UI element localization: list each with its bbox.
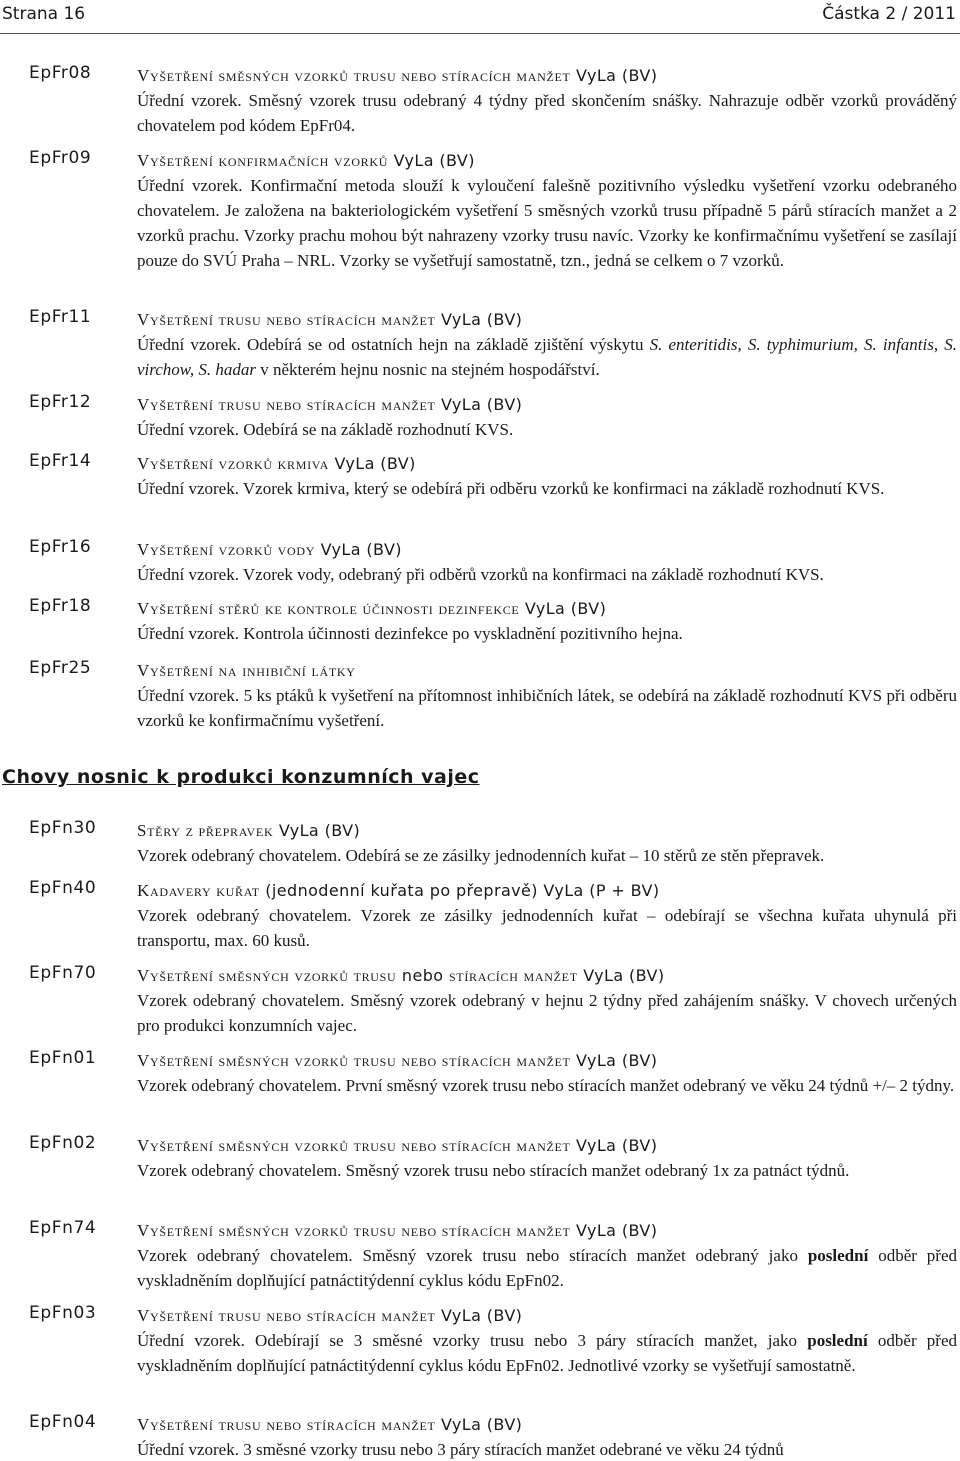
entry-code: EpFn03 (29, 1303, 97, 1323)
entry-code: EpFr16 (29, 537, 92, 557)
entry-heading: Vyšetření vzorků vody VyLa (BV) (137, 540, 402, 559)
entry-heading: Vyšetření směsných vzorků trusu nebo stíracích manžet VyLa (BV) (137, 966, 665, 985)
entry-code: EpFr18 (29, 596, 92, 616)
entry-description: Úřední vzorek. Odebírá se od ostatních hejn na základě zjištění výskytu S. enteritidis, S. typhimurium, S. infantis, S. virchow, S. hadar v některém hejnu nosnic na stejném hospodářství. (137, 335, 957, 379)
journal-part: Částka 2 / 2011 (822, 4, 956, 24)
entry-description: Úřední vzorek. 3 směsné vzorky trusu nebo 3 páry stíracích manžet odebrané ve věku 24 týdnů (137, 1440, 784, 1459)
entry-code: EpFr09 (29, 148, 92, 168)
entry-heading: Vyšetření trusu nebo stíracích manžet VyLa (BV) (137, 310, 523, 329)
entry-heading: Vyšetření trusu nebo stíracích manžet VyLa (BV) (137, 1415, 523, 1434)
entry-code: EpFn74 (29, 1218, 97, 1238)
entry-description: Úřední vzorek. Směsný vzorek trusu odebraný 4 týdny před skončením snášky. Nahrazuje odběr vzorků prováděný chovatelem pod kódem EpFr04. (137, 91, 957, 135)
entry-heading: Vyšetření konfirmačních vzorků VyLa (BV) (137, 151, 475, 170)
entry-description: Úřední vzorek. Vzorek vody, odebraný při odběrů vzorků na konfirmaci na základě rozhodnutí KVS. (137, 565, 824, 584)
entry-code: EpFr12 (29, 392, 92, 412)
entry-description: Úřední vzorek. 5 ks ptáků k vyšetření na přítomnost inhibičních látek, se odebírá na základě rozhodnutí KVS při odběru vzorků ke konfirmačnímu vyšetření. (137, 686, 957, 730)
entry-code: EpFn02 (29, 1133, 97, 1153)
entry-description: Úřední vzorek. Odebírá se na základě rozhodnutí KVS. (137, 420, 514, 439)
entry-code: EpFr08 (29, 63, 92, 83)
page-header (0, 0, 960, 34)
entry-code: EpFn40 (29, 878, 97, 898)
entry-description: Úřední vzorek. Odebírají se 3 směsné vzorky trusu nebo 3 páry stíracích manžet, jako poslední odběr před vyskladněním doplňující patnáctitýdenní cyklus kódu EpFn02. Jednotlivé vzorky se vyšetřují samostatně. (137, 1331, 957, 1375)
entry-heading: Vyšetření vzorků krmiva VyLa (BV) (137, 454, 416, 473)
header-rule (0, 33, 960, 34)
entry-heading: Vyšetření směsných vzorků trusu nebo stíracích manžet VyLa (BV) (137, 1221, 658, 1240)
entry-code: EpFn70 (29, 963, 97, 983)
entry-heading: Vyšetření trusu nebo stíracích manžet VyLa (BV) (137, 1306, 523, 1325)
entry-code: EpFr14 (29, 451, 92, 471)
entry-description: Úřední vzorek. Vzorek krmiva, který se odebírá při odběru vzorků ke konfirmaci na základě rozhodnutí KVS. (137, 479, 885, 498)
entry-heading: Stěry z přepravek VyLa (BV) (137, 821, 361, 840)
entry-code: EpFn04 (29, 1412, 97, 1432)
entry-description: Úřední vzorek. Konfirmační metoda slouží k vyloučení falešně pozitivního výsledku vyšetření vzorku odebraného chovatelem. Je založena na bakteriologickém vyšetření 5 směsných vzorků trusu případně 5 párů stíracích manžet a 2 vzorků prachu. Vzorky prachu mohou být nahrazeny vzorky trusu navíc. Vzorky ke konfirmačnímu vyšetření se zasílají pouze do SVÚ Praha – NRL. Vzorky se vyšetřují samostatně, tzn., jedná se celkem o 7 vzorků. (137, 176, 957, 270)
entry-description: Vzorek odebraný chovatelem. Vzorek ze zásilky jednodenních kuřat – odebírají se všechna kuřata uhynulá při transportu, max. 60 kusů. (137, 906, 957, 950)
entry-code: EpFr11 (29, 307, 92, 327)
entry-code: EpFn30 (29, 818, 97, 838)
entry-description: Úřední vzorek. Kontrola účinnosti dezinfekce po vyskladnění pozitivního hejna. (137, 624, 683, 643)
entry-heading: Vyšetření směsných vzorků trusu nebo stíracích manžet VyLa (BV) (137, 1051, 658, 1070)
entry-description: Vzorek odebraný chovatelem. Směsný vzorek trusu nebo stíracích manžet odebraný jako poslední odběr před vyskladněním doplňující patnáctitýdenní cyklus kódu EpFn02. (137, 1246, 957, 1290)
entry-code: EpFn01 (29, 1048, 97, 1068)
entry-heading: Vyšetření směsných vzorků trusu nebo stíracích manžet VyLa (BV) (137, 1136, 658, 1155)
entry-heading: Kadavery kuřat (jednodenní kuřata po přepravě) VyLa (P + BV) (137, 881, 660, 900)
entry-heading: Vyšetření stěrů ke kontrole účinnosti dezinfekce VyLa (BV) (137, 599, 607, 618)
entry-code: EpFr25 (29, 658, 92, 678)
entry-heading: Vyšetření na inhibiční látky (137, 661, 356, 680)
section-title: Chovy nosnic k produkci konzumních vajec (2, 766, 480, 788)
entry-description: Vzorek odebraný chovatelem. Směsný vzorek odebraný v hejnu 2 týdny před zahájením snášky. V chovech určených pro produkci konzumních vajec. (137, 991, 957, 1035)
entry-heading: Vyšetření směsných vzorků trusu nebo stíracích manžet VyLa (BV) (137, 66, 658, 85)
entry-heading: Vyšetření trusu nebo stíracích manžet VyLa (BV) (137, 395, 523, 414)
entry-description: Vzorek odebraný chovatelem. Odebírá se ze zásilky jednodenních kuřat – 10 stěrů ze stěn přepravek. (137, 846, 825, 865)
page-number: Strana 16 (2, 4, 86, 24)
entry-description: Vzorek odebraný chovatelem. První směsný vzorek trusu nebo stíracích manžet odebraný ve věku 24 týdnů +/– 2 týdny. (137, 1076, 955, 1095)
entry-description: Vzorek odebraný chovatelem. Směsný vzorek trusu nebo stíracích manžet odebraný 1x za patnáct týdnů. (137, 1161, 850, 1180)
